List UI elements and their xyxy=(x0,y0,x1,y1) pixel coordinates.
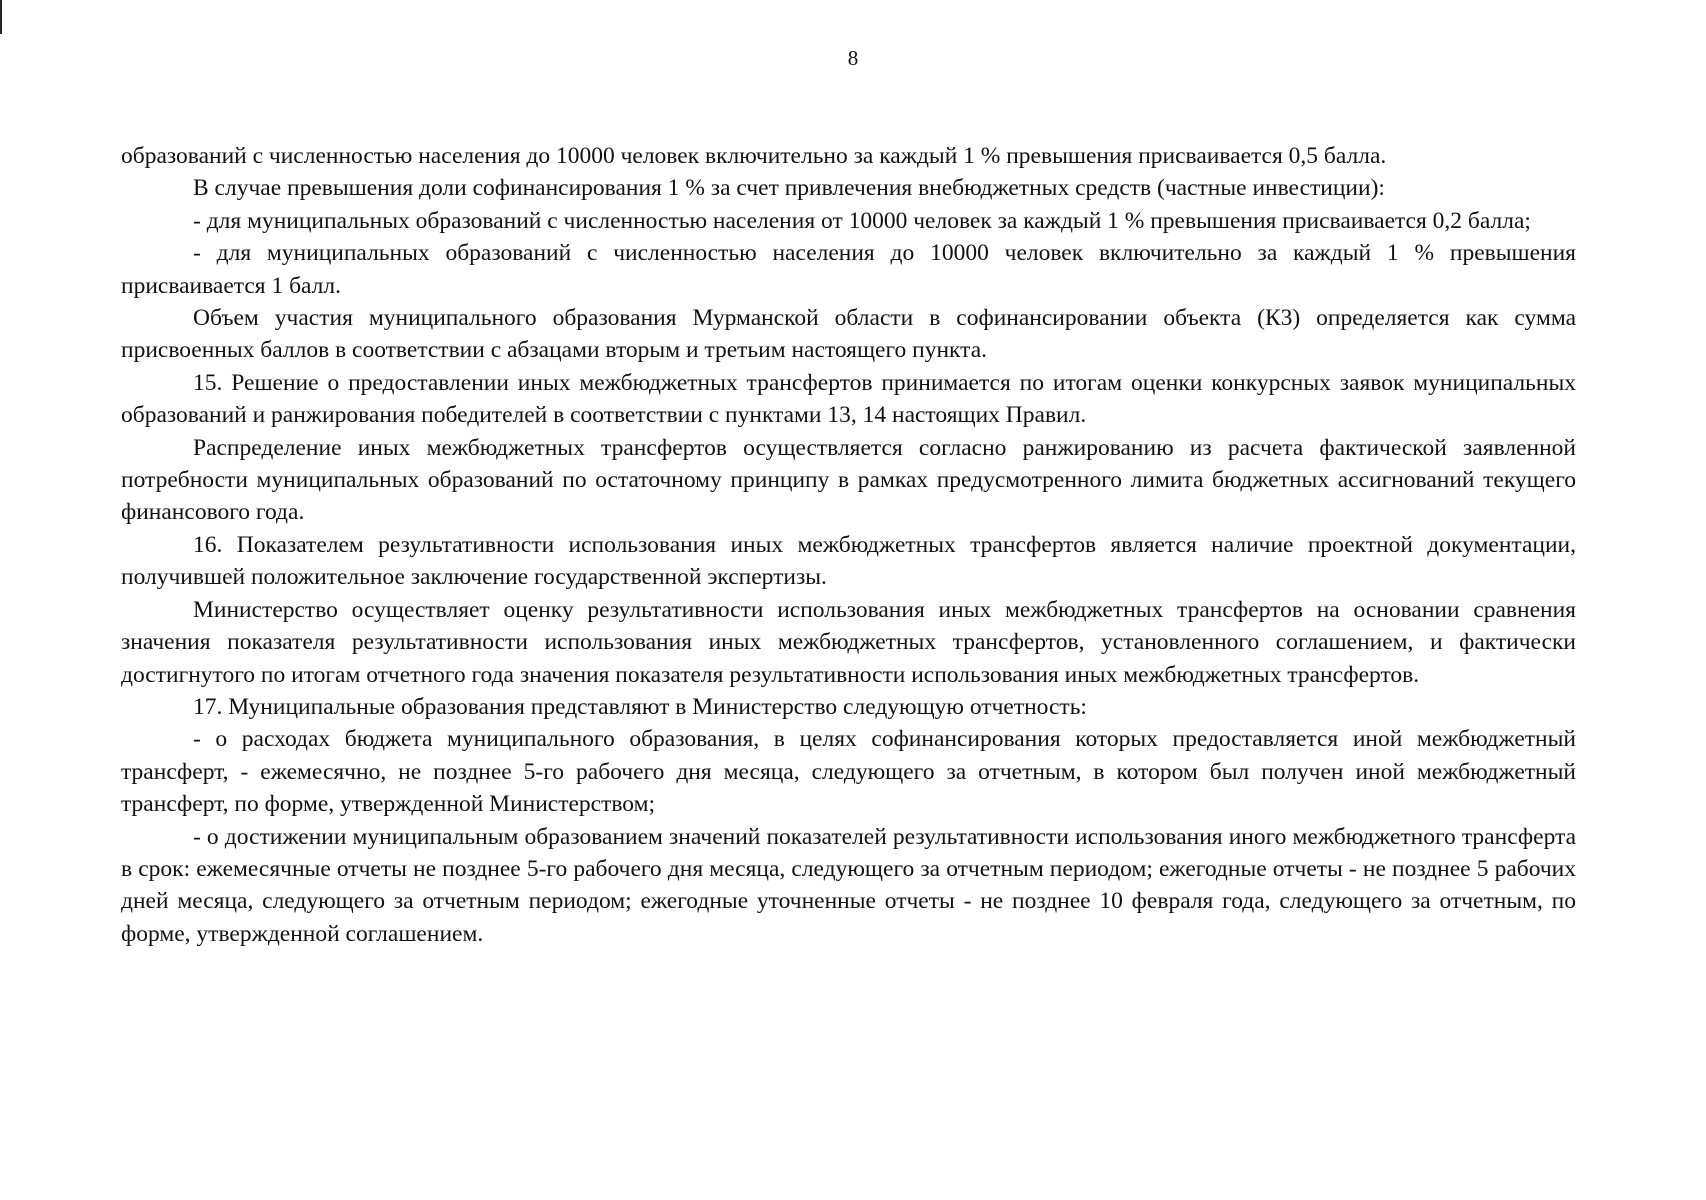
paragraph-private-investment: В случае превышения доли софинансирования 1 % за счет привлечения внебюджетных средств (частные инвестиции): xyxy=(193,175,1385,202)
page-number: 8 xyxy=(847,46,859,70)
list-item-expense-report: - о расходах бюджета муниципального образования, в целях софинансирования которых предоставляется иной межбюджетный трансферт, - ежемесячно, не позднее 5-го рабочего дня месяца, следующего за отчетным, в котором был получен иной межбюджетный трансферт, по форме, утвержденной Министерством; xyxy=(121,726,1576,818)
list-item-indicator-report: - о достижении муниципальным образованием значений показателей результативности использования иного межбюджетного трансферта в срок: ежемесячные отчеты не позднее 5-го рабочего дня месяца, следующего за отчетным периодом; ежегодные отчеты - не позднее 5 рабочих дней месяца, следующего за отчетным периодом; ежегодные уточненные отчеты - не позднее 10 февраля года, следующего за отчетным, по форме, утвержденной соглашением. xyxy=(121,823,1576,947)
list-item-under-10000: - для муниципальных образований с численностью населения до 10000 человек включительно за каждый 1 % превышения присваивается 1 балл. xyxy=(121,240,1576,299)
clause-15: 15. Решение о предоставлении иных межбюджетных трансфертов принимается по итогам оценки конкурсных заявок муниципальных образований и ранжирования победителей в соответствии с пунктами 13, 14 настоящих Правил. xyxy=(121,369,1576,429)
paragraph-k3-definition: Объем участия муниципального образования Мурманской области в софинансировании объекта (К3) определяется как сумма присвоенных баллов в соответствии с абзацами вторым и третьим настоящего пункта. xyxy=(121,305,1576,364)
paragraph-continuation: образований с численностью населения до 10000 человек включительно за каждый 1 % превышения присваивается 0,5 балла. xyxy=(121,143,1387,169)
clause-16: 16. Показателем результативности использования иных межбюджетных трансфертов является наличие проектной документации, получившей положительное заключение государственной экспертизы. xyxy=(121,531,1576,591)
paragraph-distribution: Распределение иных межбюджетных трансфертов осуществляется согласно ранжированию из расчета фактической заявленной потребности муниципальных образований по остаточному принципу в рамках предусмотренного лимита бюджетных ассигнований текущего финансового года. xyxy=(121,434,1576,526)
document-body xyxy=(121,140,1576,950)
scan-edge-mark xyxy=(0,0,2,34)
clause-17: 17. Муниципальные образования представляют в Министерство следующую отчетность: xyxy=(193,693,1087,720)
paragraph-ministry-evaluation: Министерство осуществляет оценку результативности использования иных межбюджетных трансфертов на основании сравнения значения показателя результативности использования иных межбюджетных трансфертов, установленного соглашением, и фактически достигнутого по итогам отчетного года значения показателя результативности использования иных межбюджетных трансфертов. xyxy=(121,596,1576,688)
list-item-over-10000: - для муниципальных образований с численностью населения от 10000 человек за каждый 1 % превышения присваивается 0,2 балла; xyxy=(193,207,1531,234)
